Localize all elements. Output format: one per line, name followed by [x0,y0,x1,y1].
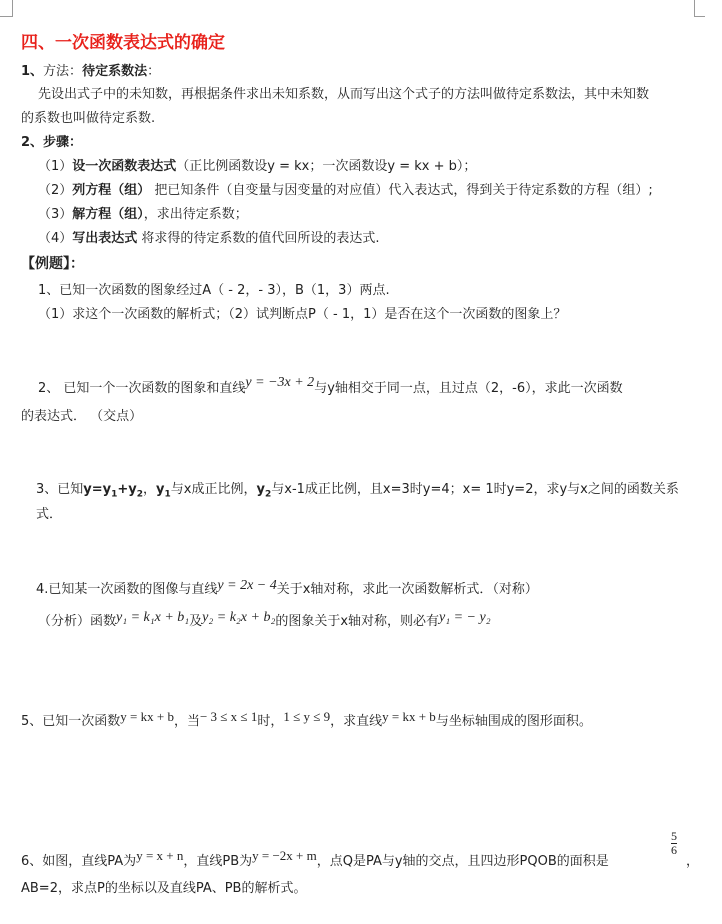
example-6-prefix: 6、如图，直线PA为 [21,854,137,869]
step-3-num: （3） [38,207,73,222]
crop-mark-top-right [694,0,705,17]
example-6-fraction [671,830,677,857]
step-3-text: ，求出待定系数； [143,207,248,222]
example-4-suffix: 关于x轴对称，求此一次函数解析式．（对称） [276,582,538,597]
example-4-analysis-prefix: （分析）函数 [38,614,117,629]
example-5-formula-2: − 3 ≤ x ≤ 1 [199,709,258,724]
example-4-formula: y = 2x − 4 [217,578,277,593]
method-heading-colon: ： [147,64,161,79]
steps-heading-num: 2、 [21,135,44,150]
step-3 [38,203,248,222]
example-3-y1: y [156,482,165,497]
example-1-line2: （1）求这个一次函数的解析式；（2）试判断点P（ - 1，1）是否在这个一次函数的图象上？ [38,307,567,322]
example-3-plus: +y [117,482,137,497]
method-heading-term: 待定系数法 [82,64,148,79]
example-2-prefix: 2、 已知一个一次函数的图象和直线 [38,381,246,396]
example-6-formula-1: y = x + n [136,848,184,863]
example-4-line1 [36,578,538,598]
step-2 [38,179,653,198]
step-2-title: 列方程（组） [72,183,151,198]
fraction-numerator: 5 [671,829,677,843]
step-2-text: 把已知条件（自变量与因变量的对应值）代入表达式，得到关于待定系数的方程（组）; [150,183,653,198]
example-6-line2: AB=2，求点P的坐标以及直线PA、PB的解析式。 [21,881,307,896]
examples-heading: 【例题】： [21,256,84,272]
example-5-text-4: ，求直线 [330,714,383,729]
step-4 [38,227,380,246]
example-5-text-2: ，当 [173,714,200,729]
example-6-formula-2: y = −2x + m [252,848,317,863]
steps-heading-label: 步骤： [43,135,83,150]
fraction-denominator: 6 [671,843,677,857]
example-2-line1 [38,377,623,397]
example-6-line1 [21,850,609,869]
example-3-text-3: 与x成正比例， [170,482,257,497]
example-4-formula-3: y₁ = − y₂ [439,610,491,625]
example-6-text-2: ，直线PB为 [183,854,253,869]
step-4-title: 写出表达式 [72,231,138,246]
example-6-comma: ， [686,854,700,869]
steps-heading [21,131,82,150]
step-2-num: （2） [38,183,73,198]
example-3-y-equals: y=y [83,482,112,497]
example-4-analysis-mid: 的图象关于x轴对称，则必有 [275,614,440,629]
example-5-formula-4: y = kx + b [382,709,436,724]
example-4-formula-2: y₂ = k₂x + b₂ [202,610,276,625]
step-1 [38,155,476,174]
section-title: 四、一次函数表达式的确定 [21,33,225,53]
method-text-line1: 先设出式子中的未知数，再根据条件求出未知系数，从而写出这个式子的方法叫做待定系数法，其中未知数 [38,87,650,102]
example-5-line [21,710,592,729]
step-4-text: 将求得的待定系数的值代回所设的表达式. [137,231,380,246]
example-5-formula-1: y = kx + b [120,709,174,724]
example-3-y2-sub: 2 [264,489,272,500]
example-4-prefix: 4.已知某一次函数的图像与直线 [36,582,218,597]
example-3-text-1: 3、已知 [36,482,84,497]
example-4-and: 及 [189,614,203,629]
example-5-text-5: 与坐标轴围成的图形面积。 [435,714,592,729]
method-heading [21,60,160,79]
example-3-y2: y [256,482,265,497]
example-4-analysis [38,610,491,630]
example-6-text-3: ，点Q是PA与y轴的交点，且四边形PQOB的面积是 [316,854,609,869]
step-4-num: （4） [38,231,73,246]
example-3-line1 [36,478,679,500]
example-1-line1: 1、已知一次函数的图象经过A（ - 2，- 3），B（1，3）两点. [38,283,390,298]
example-4-formula-1: y₁ = k₁x + b₁ [116,610,190,625]
example-3-sub-1: 1 [111,489,118,500]
example-3-y1-sub: 1 [164,489,171,500]
example-2-line2: 的表达式． （交点） [21,409,143,424]
example-5-formula-3: 1 ≤ y ≤ 9 [283,709,331,724]
crop-mark-top-left [0,0,13,17]
step-3-title: 解方程（组） [72,207,144,222]
example-3-line2: 式． [36,507,63,522]
example-3-sub-2: 2 [136,489,144,500]
step-1-num: （1） [38,159,73,174]
example-2-formula: y = −3x + 2 [245,375,315,390]
step-1-text: （正比例函数设y = kx；一次函数设y = kx + b）； [176,159,477,174]
step-1-title: 设一次函数表达式 [72,159,177,174]
method-heading-num: 1、 [21,64,44,79]
example-5-text-3: 时， [257,714,284,729]
method-text-line2: 的系数也叫做待定系数. [21,111,156,126]
method-heading-label: 方法： [43,64,83,79]
example-2-suffix: 与y轴相交于同一点，且过点（2，-6），求此一次函数 [314,381,623,396]
example-3-text-4: 与x-1成正比例，且x=3时y=4；x= 1时y=2，求y与x之间的函数关系 [271,482,679,497]
example-5-prefix: 5、已知一次函数 [21,714,121,729]
example-3-text-2: ， [143,482,157,497]
